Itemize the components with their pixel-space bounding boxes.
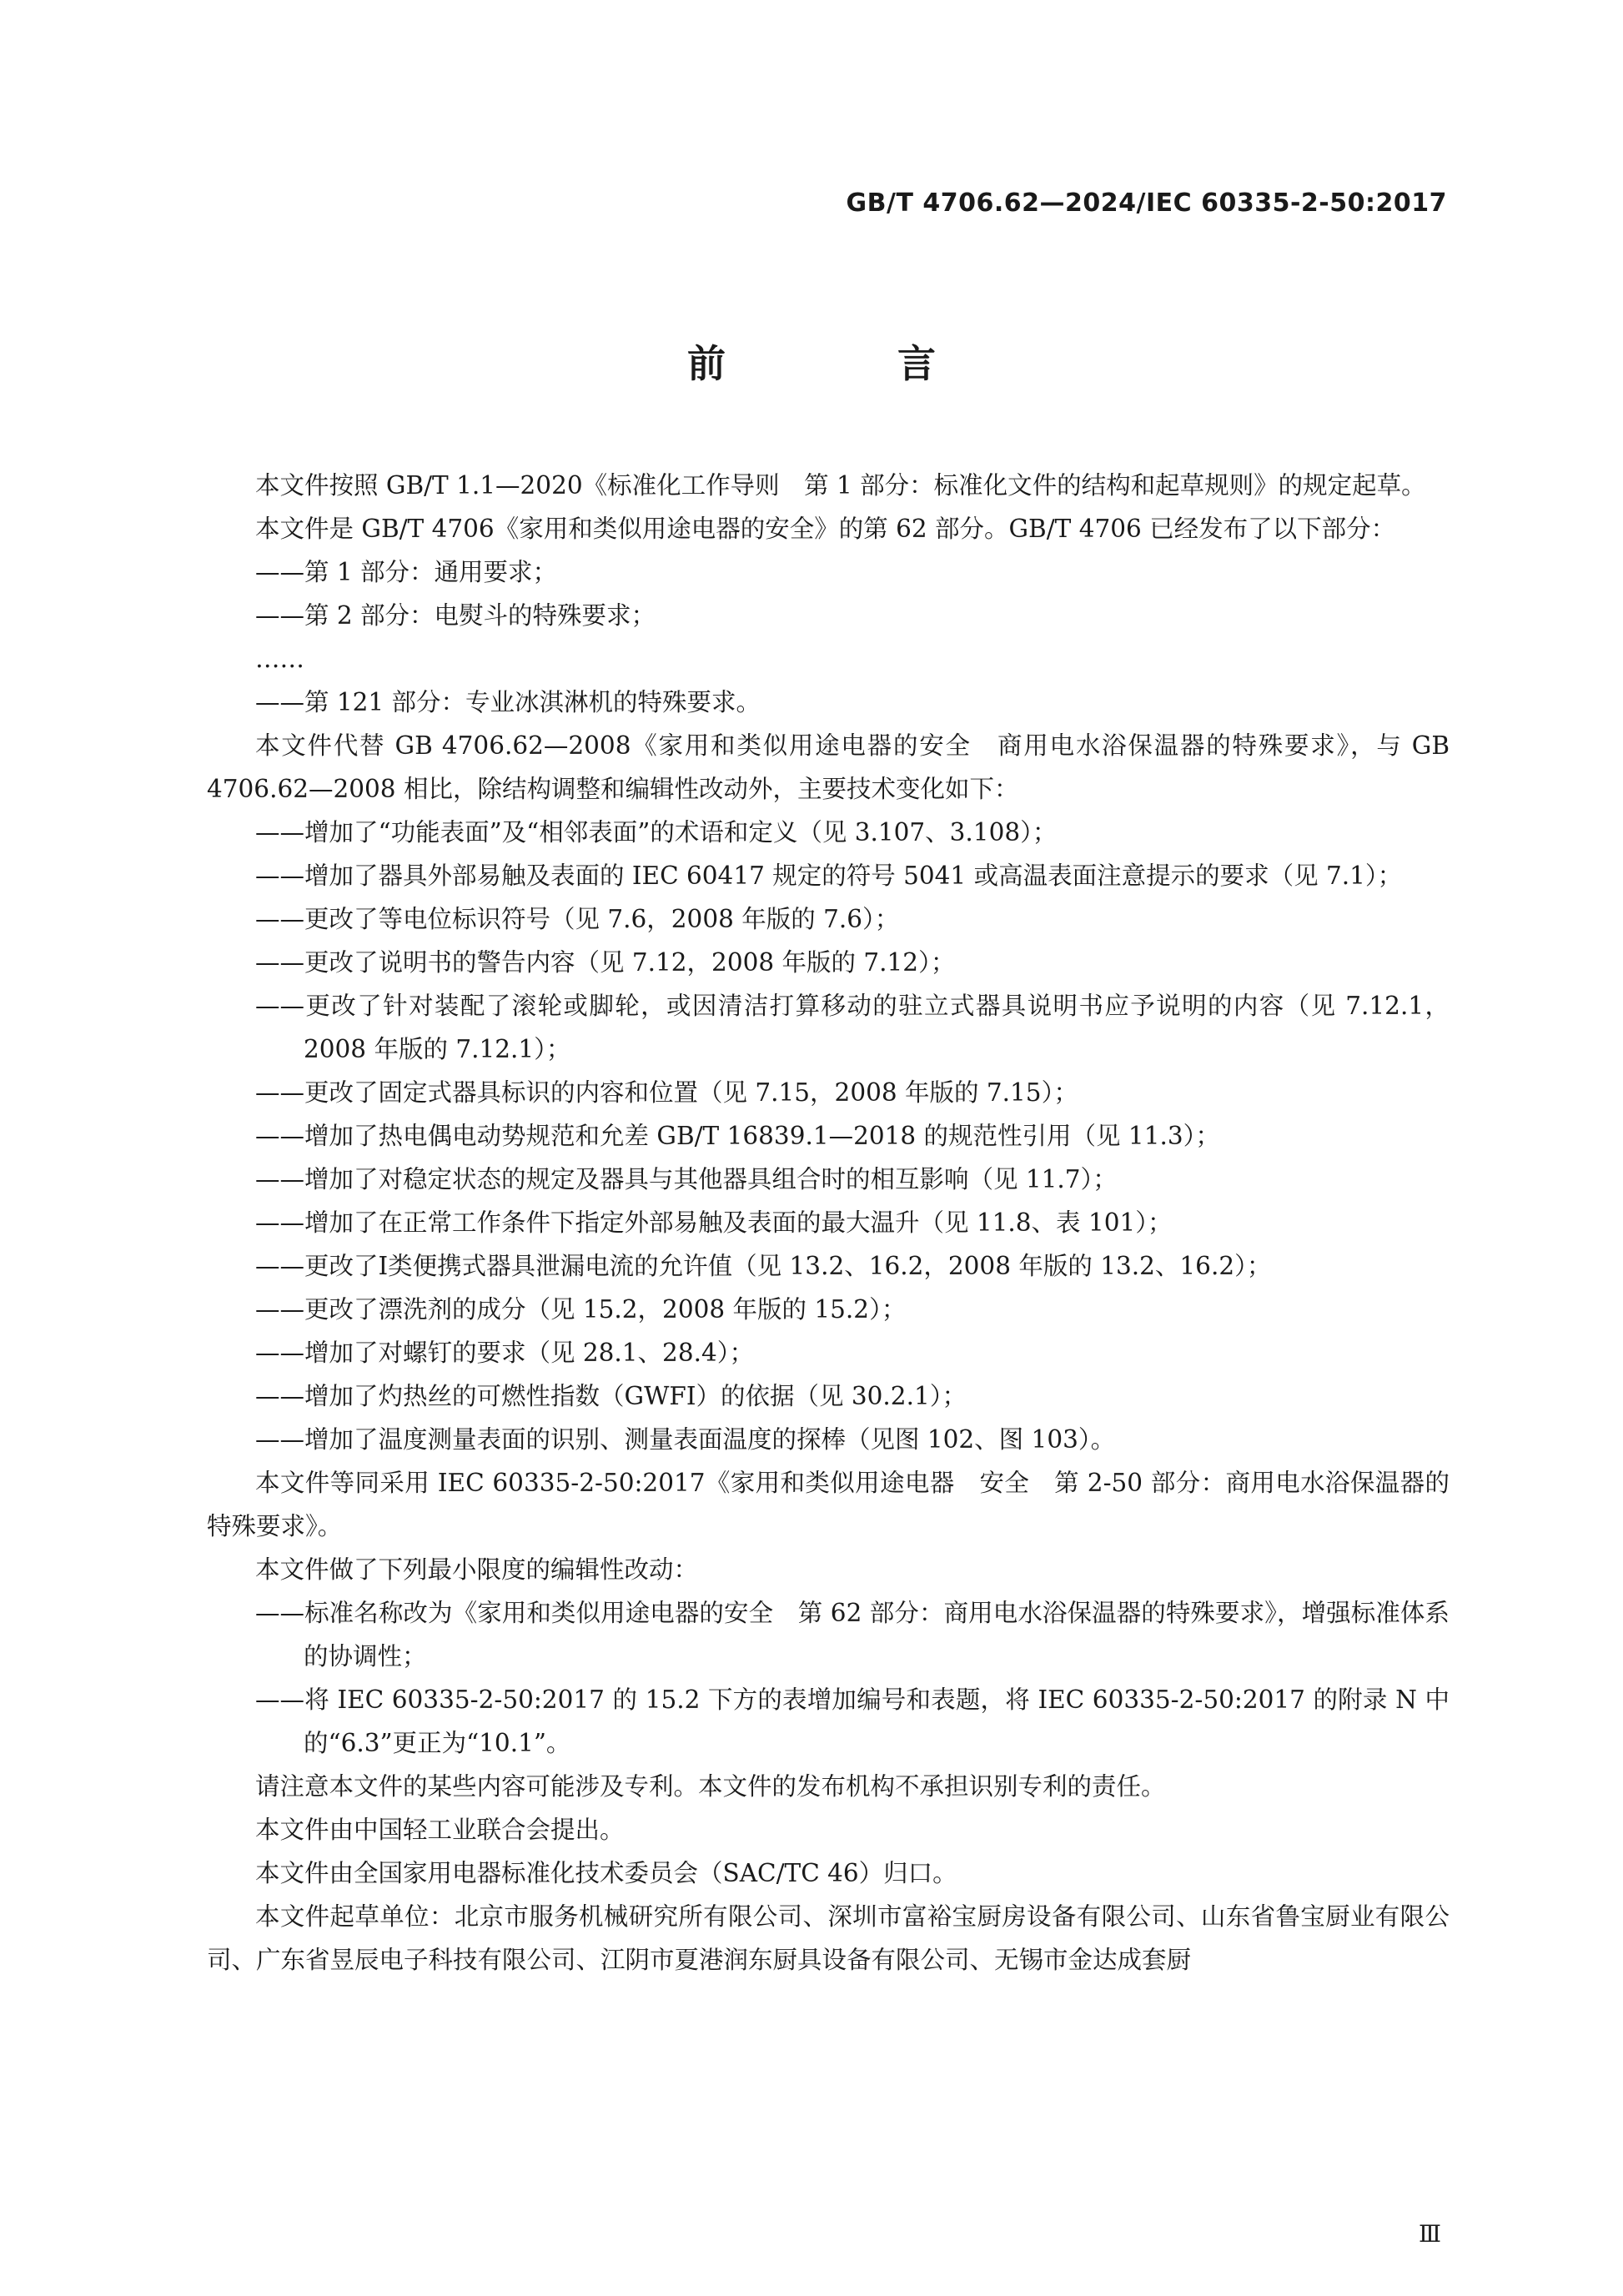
- list-item: ——第 1 部分：通用要求；: [255, 558, 558, 586]
- list-item: ——更改了Ⅰ类便携式器具泄漏电流的允许值（见 13.2、16.2，2008 年版的 13.2、16.2）；: [255, 1252, 1272, 1280]
- document-number: GB/T 4706.62—2024/IEC 60335-2-50:2017: [846, 188, 1447, 218]
- list-item: ——增加了灼热丝的可燃性指数（GWFI）的依据（见 30.2.1）；: [255, 1382, 967, 1410]
- paragraph: 请注意本文件的某些内容可能涉及专利。本文件的发布机构不承担识别专利的责任。: [255, 1772, 1166, 1801]
- list-item: ——增加了温度测量表面的识别、测量表面温度的探棒（见图 102、图 103）。: [255, 1425, 1116, 1454]
- list-item: ——标准名称改为《家用和类似用途电器的安全 第 62 部分：商用电水浴保温器的特殊要求》，增强标准体系的协调性；: [255, 1599, 1450, 1671]
- paragraph: 本文件等同采用 IEC 60335-2-50:2017《家用和类似用途电器 安全 第 2-50 部分：商用电水浴保温器的特殊要求》。: [207, 1469, 1450, 1540]
- paragraph: 本文件代替 GB 4706.62—2008《家用和类似用途电器的安全 商用电水浴保温器的特殊要求》，与 GB 4706.62—2008 相比，除结构调整和编辑性改动外，主要技术变化如下：: [207, 731, 1450, 803]
- list-item: ——第 2 部分：电熨斗的特殊要求；: [255, 601, 656, 630]
- foreword-body: [207, 464, 1450, 1982]
- list-item: ——增加了“功能表面”及“相邻表面”的术语和定义（见 3.107、3.108）；: [255, 818, 1058, 847]
- list-item: ——更改了固定式器具标识的内容和位置（见 7.15，2008 年版的 7.15）；: [255, 1078, 1078, 1107]
- list-item: ——增加了在正常工作条件下指定外部易触及表面的最大温升（见 11.8、表 101）；: [255, 1208, 1173, 1237]
- list-item: ——将 IEC 60335-2-50:2017 的 15.2 下方的表增加编号和表题，将 IEC 60335-2-50:2017 的附录 N 中的“6.3”更正为“10.1”。: [255, 1686, 1450, 1757]
- paragraph: 本文件由全国家用电器标准化技术委员会（SAC/TC 46）归口。: [255, 1859, 957, 1887]
- list-item: ——更改了等电位标识符号（见 7.6，2008 年版的 7.6）；: [255, 905, 900, 933]
- list-item: ——第 121 部分：专业冰淇淋机的特殊要求。: [255, 688, 761, 716]
- paragraph: 本文件由中国轻工业联合会提出。: [255, 1816, 625, 1844]
- paragraph: 本文件是 GB/T 4706《家用和类似用途电器的安全》的第 62 部分。GB/T 4706 已经发布了以下部分：: [255, 515, 1396, 543]
- paragraph: 本文件做了下列最小限度的编辑性改动：: [255, 1555, 699, 1584]
- list-item: ——更改了针对装配了滚轮或脚轮，或因清洁打算移动的驻立式器具说明书应予说明的内容（见 7.12.1，2008 年版的 7.12.1）；: [255, 992, 1450, 1063]
- page-title: 前 言: [687, 341, 1002, 386]
- paragraph: 本文件按照 GB/T 1.1—2020《标准化工作导则 第 1 部分：标准化文件的结构和起草规则》的规定起草。: [255, 471, 1426, 500]
- list-item: ——增加了热电偶电动势规范和允差 GB/T 16839.1—2018 的规范性引用（见 11.3）；: [255, 1122, 1220, 1150]
- paragraph: 本文件起草单位：北京市服务机械研究所有限公司、深圳市富裕宝厨房设备有限公司、山东省鲁宝厨业有限公司、广东省昱辰电子科技有限公司、江阴市夏港润东厨具设备有限公司、无锡市金达成套厨: [207, 1902, 1450, 1974]
- list-item: ——增加了器具外部易触及表面的 IEC 60417 规定的符号 5041 或高温表面注意提示的要求（见 7.1）；: [255, 862, 1403, 890]
- list-item: ——增加了对稳定状态的规定及器具与其他器具组合时的相互影响（见 11.7）；: [255, 1165, 1118, 1193]
- ellipsis: ……: [255, 645, 304, 673]
- list-item: ——更改了说明书的警告内容（见 7.12，2008 年版的 7.12）；: [255, 948, 956, 977]
- page-number: Ⅲ: [1418, 2220, 1441, 2248]
- list-item: ——更改了漂洗剂的成分（见 15.2，2008 年版的 15.2）；: [255, 1295, 907, 1324]
- list-item: ——增加了对螺钉的要求（见 28.1、28.4）；: [255, 1339, 754, 1367]
